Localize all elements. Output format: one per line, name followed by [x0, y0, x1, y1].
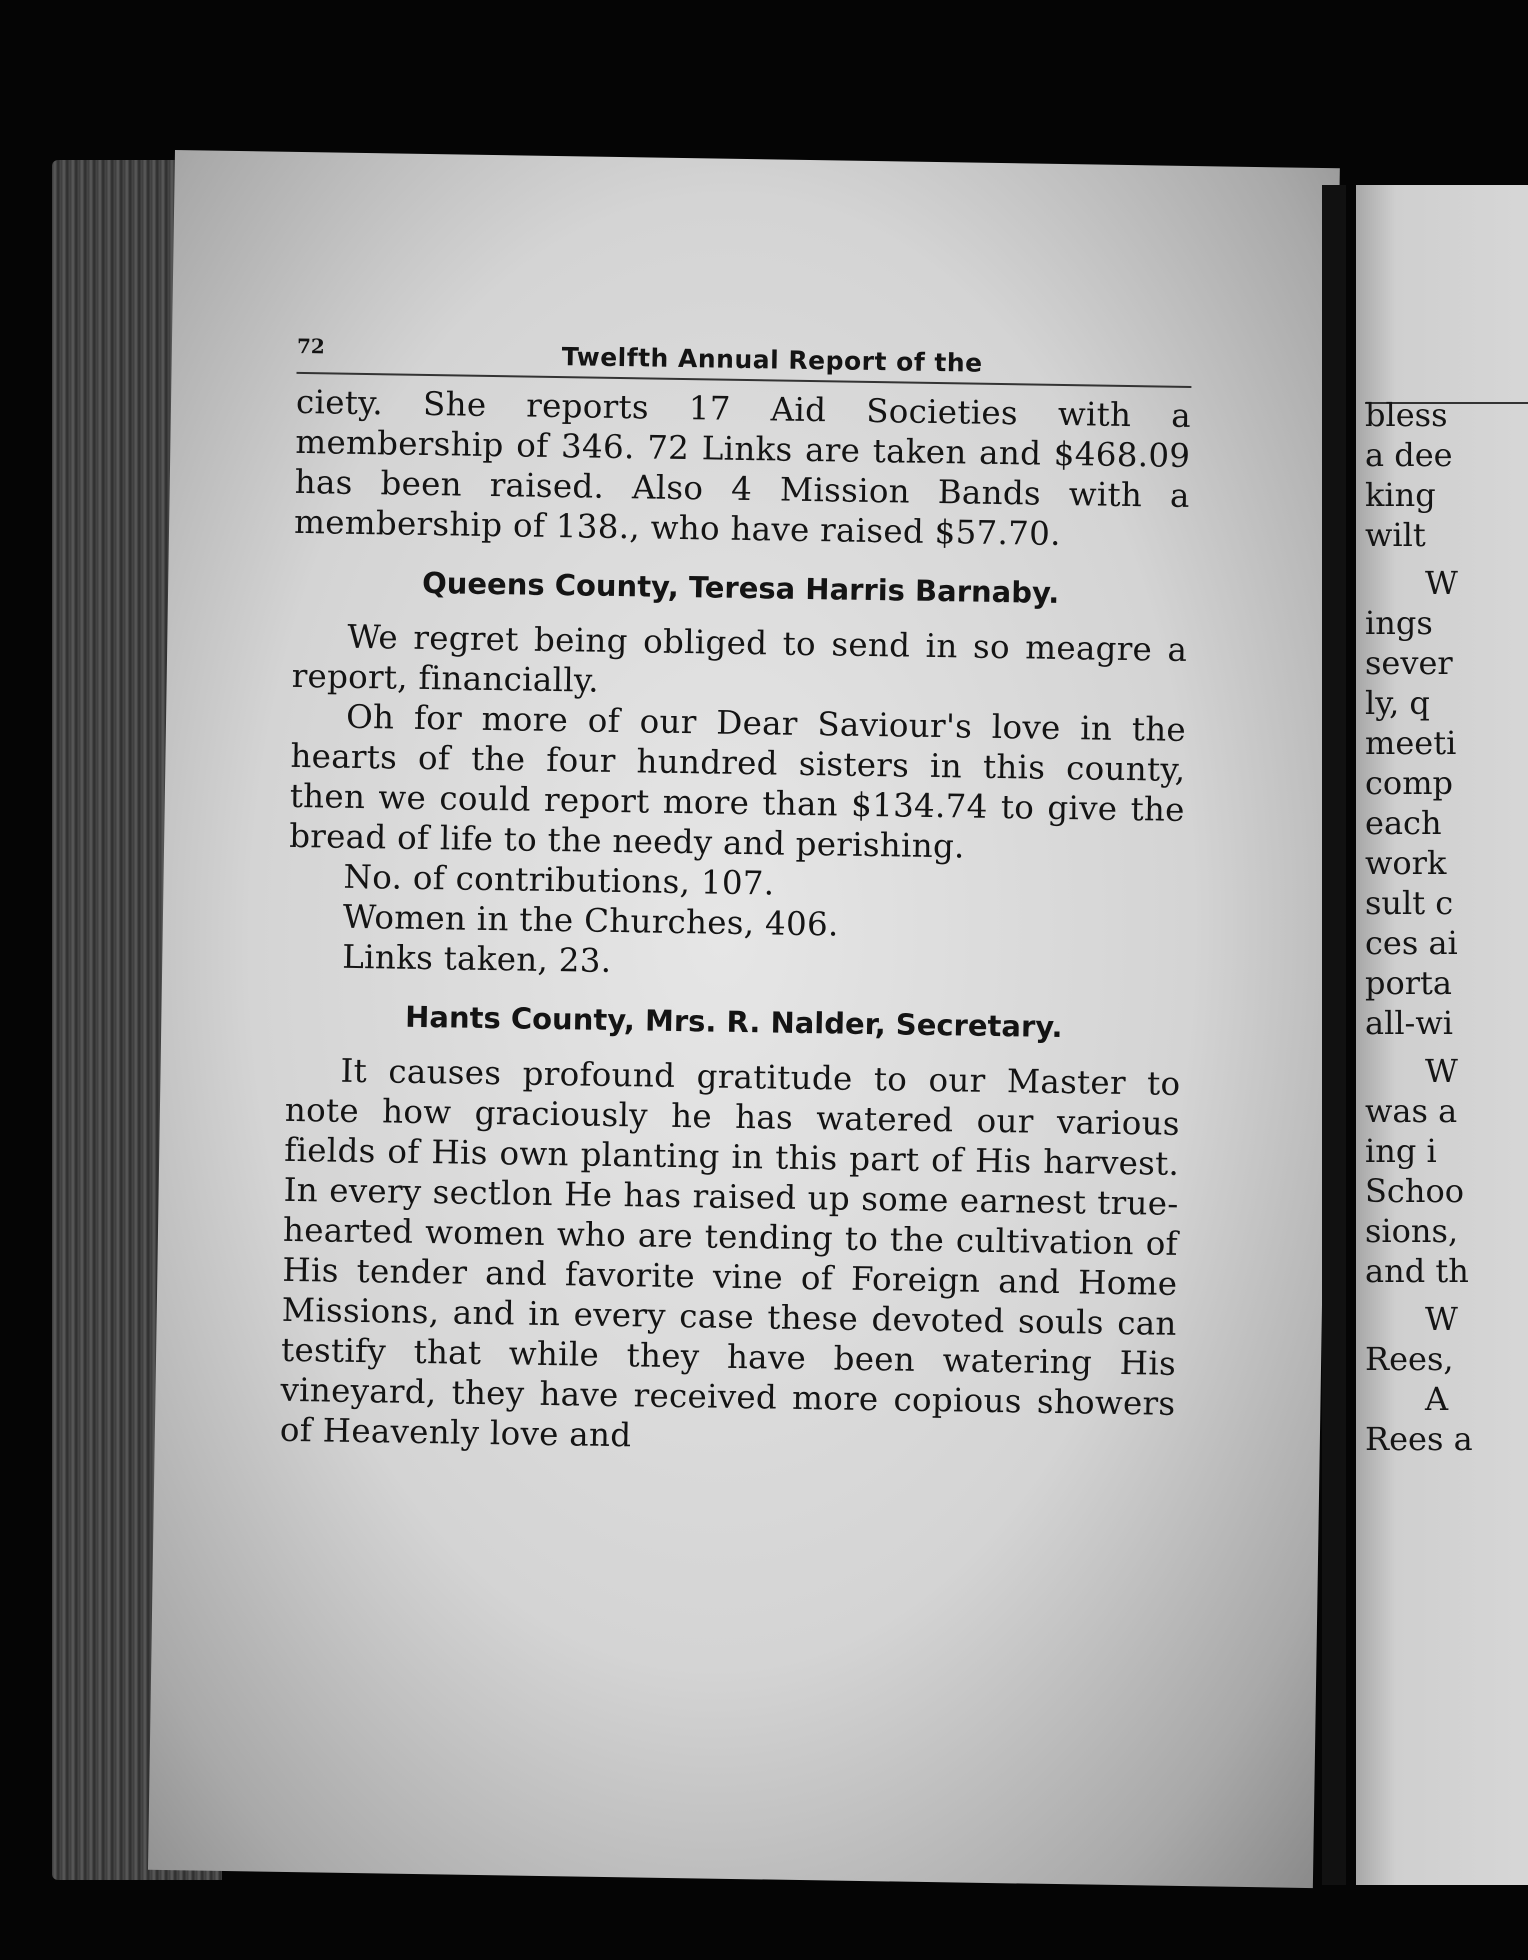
- queens-paragraph-1: We regret being obliged to send in so meagre a report, financially.: [291, 617, 1188, 700]
- right-page-fragment: ces ai: [1365, 924, 1458, 962]
- left-page-content: [280, 332, 1192, 1464]
- right-page-fragment: wilt: [1365, 516, 1426, 554]
- right-page-fragment: porta: [1365, 964, 1452, 1002]
- right-page-fragment: A: [1425, 1380, 1449, 1418]
- hants-paragraph-1: It causes profound gratitude to our Master to note how graciously he has watered our various fields of His own planting in this part of His harvest. In every sectlon He has raised up some earnest true-hearted women who are tending to the cultivation of His tender and favorite vine of Foreign and Home Missions, and in every case these devoted souls can testify that while they have been watering His vineyard, they have received more copious showers of Heavenly love and: [279, 1051, 1181, 1455]
- stat-women: Women in the Churches, 406.: [342, 897, 839, 944]
- right-page-fragment: Rees,: [1365, 1340, 1454, 1378]
- right-page-text-fragments: [1365, 395, 1528, 1459]
- right-page-fragment: Rees a: [1365, 1420, 1473, 1458]
- right-page-fragment: all-wi: [1365, 1004, 1453, 1042]
- right-page-fragment: W: [1425, 564, 1458, 602]
- hants-county-heading: Hants County, Mrs. R. Nalder, Secretary.: [404, 999, 1063, 1045]
- right-page-fragment: W: [1425, 1052, 1458, 1090]
- page-header: [296, 332, 1192, 388]
- right-page-fragment: comp: [1365, 764, 1454, 802]
- page-number: 72: [296, 333, 325, 359]
- intro-paragraph: ciety. She reports 17 Aid Societies with a membership of 346. 72 Links are taken and $468.09 has been raised. Also 4 Mission Bands with a membership of 138., who have raised $57.70.: [293, 382, 1192, 553]
- right-page-fragment: and th: [1365, 1252, 1469, 1290]
- right-page-fragment: sions,: [1365, 1212, 1459, 1250]
- right-page-fragment: bless: [1365, 396, 1448, 434]
- right-page-fragment: sever: [1365, 644, 1453, 682]
- right-page-fragment: ings: [1365, 604, 1433, 642]
- stat-links: Links taken, 23.: [342, 937, 612, 980]
- right-page-fragment: ly, q: [1365, 684, 1430, 722]
- right-page-fragment: each: [1365, 804, 1442, 842]
- left-page: [148, 150, 1340, 1888]
- running-head: Twelfth Annual Report of the: [561, 342, 983, 378]
- right-page-fragment: a dee: [1365, 436, 1453, 474]
- queens-stats: [342, 857, 1184, 990]
- right-page-fragment: sult c: [1365, 884, 1454, 922]
- right-page-fragment: ing i: [1365, 1132, 1437, 1170]
- queens-paragraph-2: Oh for more of our Dear Saviour's love in the hearts of the four hundred sisters in this county, then we could report more than $134.74 to give the bread of life to the needy and perishing.: [288, 697, 1187, 866]
- right-page-fragment: was a: [1365, 1092, 1458, 1130]
- right-page-fragment: W: [1425, 1300, 1458, 1338]
- right-page-fragment: work: [1365, 844, 1447, 882]
- stat-contributions: No. of contributions, 107.: [343, 857, 775, 903]
- right-page-fragment: king: [1365, 476, 1436, 514]
- queens-county-heading: Queens County, Teresa Harris Barnaby.: [421, 565, 1060, 610]
- right-page-fragment: meeti: [1365, 724, 1457, 762]
- book-gutter: [1322, 185, 1346, 1885]
- right-page-fragment: Schoo: [1365, 1172, 1464, 1210]
